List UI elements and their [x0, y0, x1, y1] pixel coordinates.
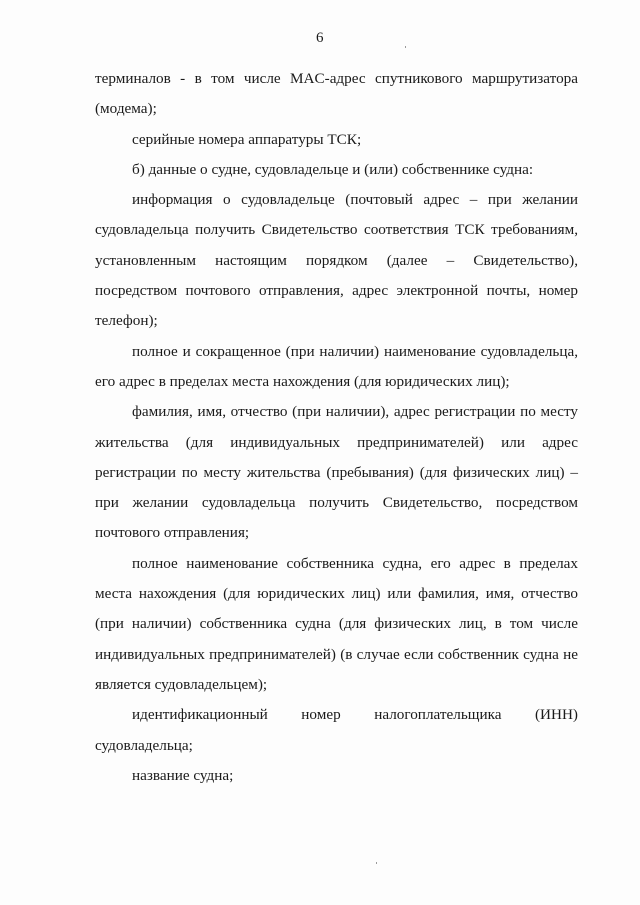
scan-speck	[376, 862, 377, 864]
scan-speck	[405, 46, 406, 48]
paragraph-full-name-legal: полное и сокращенное (при наличии) наименование судовладельца, его адрес в пределах места нахождения (для юридических лиц);	[95, 342, 578, 390]
paragraph-owner-info: информация о судовладельце (почтовый адрес – при желании судовладельца получить Свидетельство соответствия ТСК требованиям, установленным настоящим порядком (далее – Свидетельство), посредством почтового отправления, адрес электронной почты, номер телефон);	[95, 191, 578, 330]
paragraph-mac-address: терминалов - в том числе MAC-адрес спутникового маршрутизатора (модема);	[95, 70, 578, 118]
paragraph-vessel-name: название судна;	[132, 766, 234, 784]
paragraph-serial-numbers: серийные номера аппаратуры ТСК;	[132, 130, 362, 148]
paragraph-inn: идентификационный номер налогоплательщика (ИНН) судовладельца;	[95, 706, 578, 754]
paragraph-section-b-heading: б) данные о судне, судовладельце и (или) собственнике судна:	[132, 160, 534, 178]
document-body	[95, 64, 578, 791]
paragraph-vessel-owner: полное наименование собственника судна, его адрес в пределах места нахождения (для юридических лиц) или фамилия, имя, отчество (при наличии) собственника судна (для физических лиц, в том числе индивидуальных предпринимателей) (в случае если собственник судна не является судовладельцем);	[95, 554, 578, 693]
paragraph-individual-registration: фамилия, имя, отчество (при наличии), адрес регистрации по месту жительства (для индивидуальных предпринимателей) или адрес регистрации по месту жительства (пребывания) (для физических лиц) – при желании судовладельца получить Свидетельство, посредством почтового отправления;	[95, 403, 578, 542]
page-number: 6	[316, 30, 324, 46]
